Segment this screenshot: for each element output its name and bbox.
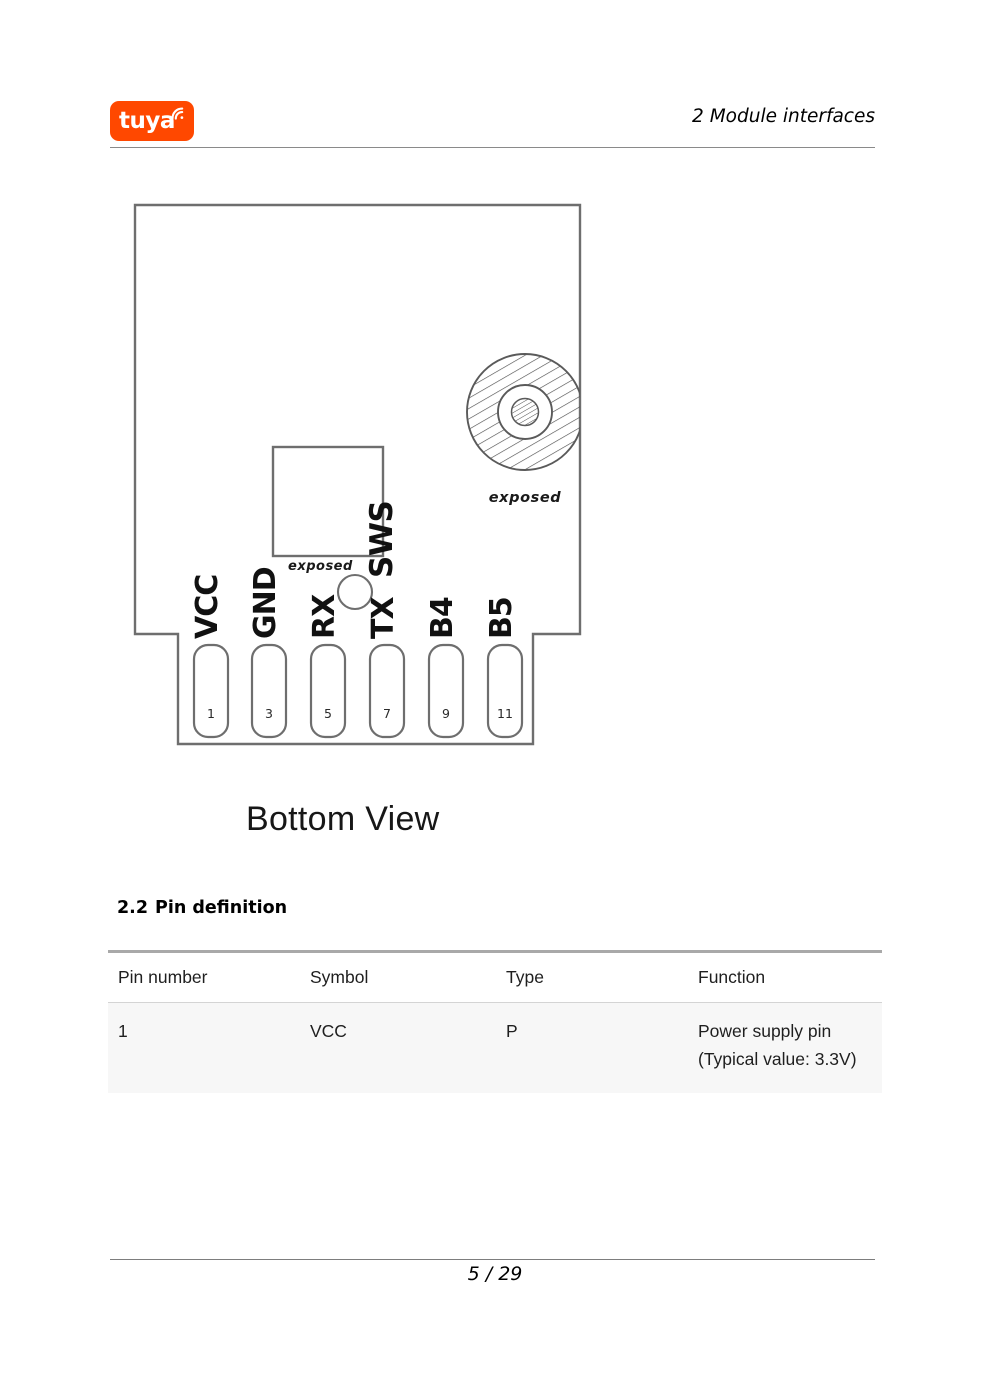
svg-text:9: 9 xyxy=(442,706,450,721)
section-title: Pin definition xyxy=(155,898,288,918)
figure-caption: Bottom View xyxy=(246,800,440,838)
svg-text:11: 11 xyxy=(497,706,513,721)
header-divider xyxy=(110,147,875,148)
pad-tx xyxy=(366,597,404,737)
tuya-logo xyxy=(110,101,194,141)
exposed-circle-label: exposed xyxy=(488,490,562,506)
svg-text:RX: RX xyxy=(307,594,342,639)
section-number: 2.2 xyxy=(117,898,149,918)
column-header-type: Type xyxy=(496,953,688,1003)
pad-b4 xyxy=(425,597,463,737)
svg-text:VCC: VCC xyxy=(190,574,225,639)
cell-type: P xyxy=(496,1003,688,1094)
svg-text:B5: B5 xyxy=(484,597,519,639)
svg-text:5: 5 xyxy=(324,706,332,721)
cell-symbol: VCC xyxy=(300,1003,496,1094)
cell-function-text: Power supply pin (Typical value: 3.3V) xyxy=(698,1021,857,1069)
pad-b5 xyxy=(484,597,522,737)
svg-text:TX: TX xyxy=(366,597,401,639)
column-header-pin-number: Pin number xyxy=(108,953,300,1003)
svg-text:3: 3 xyxy=(265,706,273,721)
cell-function xyxy=(688,1003,882,1094)
header-section-title: 2 Module interfaces xyxy=(692,106,875,127)
wifi-arc-icon xyxy=(169,106,185,122)
tuya-logo-text: tuya xyxy=(119,108,175,134)
column-header-function: Function xyxy=(688,953,882,1003)
sws-label: SWS xyxy=(364,500,400,578)
svg-text:7: 7 xyxy=(383,706,391,721)
module-bottom-view-figure xyxy=(0,180,990,870)
pad-rx xyxy=(307,594,345,737)
page-number: 5 / 29 xyxy=(467,1263,523,1285)
pad-gnd xyxy=(248,567,286,737)
cell-pin-number: 1 xyxy=(108,1003,300,1094)
svg-text:B4: B4 xyxy=(425,597,460,639)
exposed-circle-pad xyxy=(467,354,583,470)
pin-definition-table xyxy=(108,950,882,1093)
footer-divider xyxy=(110,1259,875,1260)
svg-text:1: 1 xyxy=(207,706,215,721)
pad-vcc xyxy=(190,575,228,737)
svg-text:GND: GND xyxy=(248,567,283,639)
column-header-symbol: Symbol xyxy=(300,953,496,1003)
page-header xyxy=(110,98,875,148)
section-heading xyxy=(117,898,287,918)
table-row xyxy=(108,1003,882,1094)
exposed-square-label: exposed xyxy=(288,559,353,574)
table-header-row xyxy=(108,953,882,1003)
